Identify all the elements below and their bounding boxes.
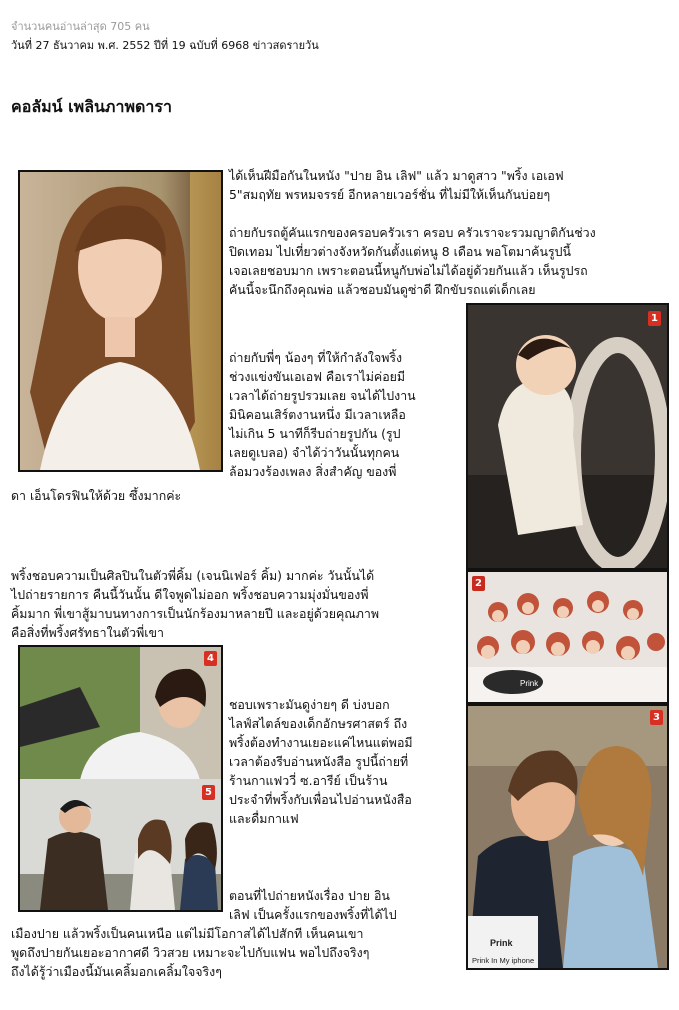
photo-5-pai-movie (18, 779, 223, 912)
text-line: เวลาได้ถ่ายรูปรวมเลย จนได้ไปงาน (229, 388, 416, 403)
text-line: มินิคอนเสิร์ตงานหนึ่ง มีเวลาเหลือ (229, 407, 406, 422)
text-line: ประจำที่พริ้งกับเพื่อนไปอ่านหนังสือ (229, 792, 412, 807)
text-line: ถึงได้รู้ว่าเมืองนี้มันเคลิ้มอกเคลิ้มใจจริงๆ (11, 964, 222, 979)
text-line: พูดถึงปายกันเยอะอากาศดี วิวสวย เหมาะจะไปกับแฟน พอไปถึงจริงๆ (11, 945, 370, 960)
column-title: คอลัมน์ เพลินภาพดารา (11, 97, 172, 116)
photo-2-group (466, 570, 669, 704)
issue-info: วันที่ 27 ธันวาคม พ.ศ. 2552 ปีที่ 19 ฉบับที่ 6968 ข่าวสดรายวัน (11, 39, 319, 52)
text-line: ร้านกาแฟววี่ ซ.อารีย์ เป็นร้าน (229, 773, 388, 788)
paragraph-af-friends (229, 348, 416, 481)
brand-label-small: Prink (520, 679, 539, 688)
text-line: คิ้มมาก พี่เขาสู้มาบนทางการเป็นนักร้องมาหลายปี และอยู่ด้วยคุณภาพ (11, 606, 380, 621)
paragraph-family-van (229, 223, 596, 299)
photo-number-2: 2 (472, 576, 485, 591)
text-line: พริ้งชอบความเป็นศิลปินในตัวพี่คิ้ม (เจนนิเฟอร์ คิ้ม) มากค่ะ วันนั้นได้ (11, 568, 375, 583)
text-line: ชอบเพราะมันดูง่ายๆ ดี บ่งบอก (229, 697, 390, 712)
text-line: ช่วงแข่งขันเอเอฟ คือเราไม่ค่อยมี (229, 369, 406, 384)
text-line: ได้เห็นฝีมือกันในหนัง "ปาย อิน เลิฟ" แล้ว มาดูสาว "พริ้ง เอเอฟ (229, 168, 564, 183)
paragraph-af-friends-tail: ดา เอ็นโดรฟินให้ด้วย ซึ้งมากค่ะ (11, 488, 182, 503)
paragraph-cafe (229, 695, 413, 828)
text-line: เวลาต้องรีบอ่านหนังสือ รูปนี้ถ่ายที่ (229, 754, 409, 769)
text-line: 5"สมฤทัย พรหมจรรย์ อีกหลายเวอร์ชั่น ที่ไม่มีให้เห็นกันบ่อยๆ (229, 187, 551, 202)
paragraph-jennifer-kim (11, 566, 379, 642)
photo-1-baby-steering-wheel (466, 303, 669, 570)
text-line: พริ้งต้องทำงานเยอะแค่ไหนแต่พอมี (229, 735, 413, 750)
text-line: ไปถ่ายรายการ คืนนี้วันนั้น ดีใจพูดไม่ออก พริ้งชอบความมุ่งมั่นของพี่ (11, 587, 369, 602)
brand-caption: Prink In My iphone (472, 956, 535, 965)
text-line: คันนี้จะนึกถึงคุณพ่อ แล้วชอบมันดูซ่าดี ฝึกขับรถแต่เด็กเลย (229, 282, 536, 297)
paragraph-intro (229, 166, 564, 204)
text-line: ถ่ายกับพี่ๆ น้องๆ ที่ให้กำลังใจพริ้ง (229, 350, 403, 365)
text-line: เลยดูเบลอ) จำได้ว่าวันนั้นทุกคน (229, 445, 400, 460)
text-line: เลิฟ เป็นครั้งแรกของพริ้งที่ได้ไป (229, 907, 397, 922)
photo-number-4: 4 (204, 651, 217, 666)
text-line: คือสิ่งที่พริ้งศรัทธาในตัวพี่เขา (11, 625, 164, 640)
text-line: ล้อมวงร้องเพลง สิ่งสำคัญ ของพี่ (229, 464, 397, 479)
photo-4-cafe (18, 645, 223, 780)
text-line: ปิดเทอม ไปเที่ยวต่างจังหวัดกันตั้งแต่หนู 8 เดือน พอโตมาค้นรูปนี้ (229, 244, 571, 259)
portrait-photo (18, 170, 223, 472)
text-line: ตอนที่ไปถ่ายหนังเรื่อง ปาย อิน (229, 888, 390, 903)
text-line: เจอเลยชอบมาก เพราะตอนนี้หนูกับพ่อไม่ได้อยู่ด้วยกันแล้ว เห็นรูปรถ (229, 263, 588, 278)
text-line: ถ่ายกับรถตู้คันแรกของครอบครัวเรา ครอบ ครัวเราจะรวมญาติกันช่วง (229, 225, 596, 240)
photo-3-two-women (466, 704, 669, 970)
readers-count: จำนวนคนอ่านล่าสุด 705 คน (11, 20, 150, 33)
paragraph-pai-tail (11, 924, 369, 981)
photo-number-5: 5 (202, 785, 215, 800)
paragraph-pai (229, 886, 397, 924)
brand-label: Prink (490, 938, 513, 948)
photo-number-3: 3 (650, 710, 663, 725)
text-line: และดื่มกาแฟ (229, 811, 299, 826)
text-line: ไม่เกิน 5 นาทีก็รีบถ่ายรูปกัน (รูป (229, 426, 401, 441)
text-line: ไลฟ์สไตล์ของเด็กอักษรศาสตร์ ถึง (229, 716, 408, 731)
text-line: เมืองปาย แล้วพริ้งเป็นคนเหนือ แต่ไม่มีโอกาสได้ไปสักที เห็นคนเขา (11, 926, 364, 941)
photo-number-1: 1 (648, 311, 661, 326)
